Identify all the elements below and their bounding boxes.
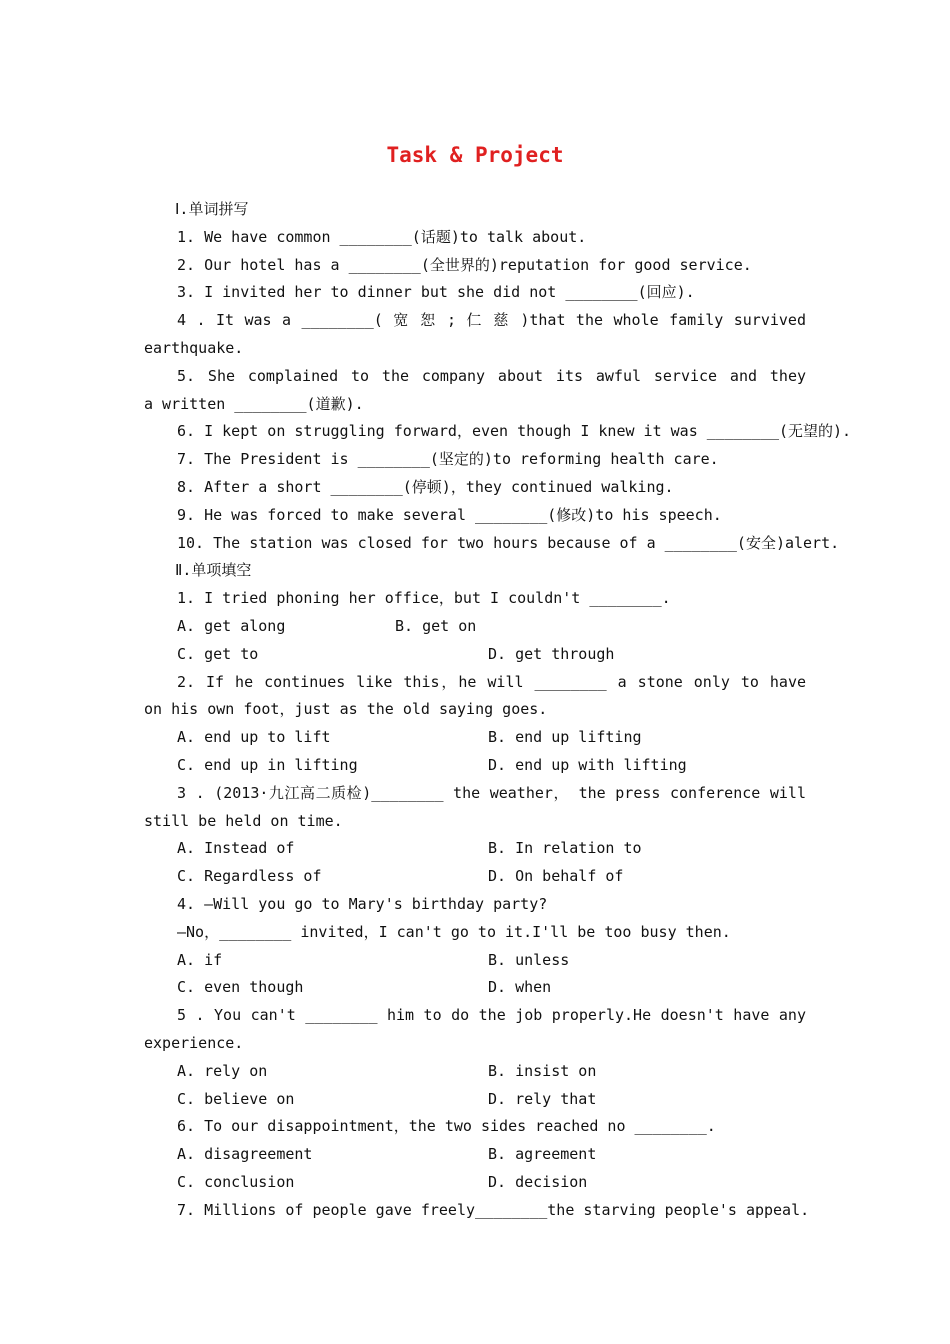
question-stem-continued: —No，________ invited，I can't go to it.I'll be too busy then. [177,922,731,941]
question-line: 2. Our hotel has a ________(全世界的)reputation for good service. [177,255,752,274]
question-line: 1. We have common ________(话题)to talk about. [177,227,587,246]
option-a: A. disagreement [177,1145,313,1164]
question-line-continued: a written ________(道歉). [144,394,364,413]
option-row [0,1141,950,1169]
option-c: C. end up in lifting [177,755,358,774]
option-a: A. end up to lift [177,728,331,747]
option-c: C. conclusion [177,1172,295,1191]
option-b: B. unless [488,950,570,969]
question-line: 4 . It was a ________( 宽 恕 ; 仁 慈 )that the whole family survived [177,311,806,330]
option-b: B. insist on [488,1061,597,1080]
question-stem: 5 . You can't ________ him to do the job properly.He doesn't have any [177,1006,806,1025]
option-row [0,641,950,669]
option-row [0,1086,950,1114]
option-a: A. if [177,950,223,969]
option-d: D. get through [488,644,615,663]
question-stem: 2. If he continues like this，he will ________ a stone only to have [177,672,806,691]
option-c: C. even though [177,978,304,997]
section-heading-multiple-choice: Ⅱ.单项填空 [175,561,252,580]
question-stem: 1. I tried phoning her office，but I couldn't ________. [177,589,671,608]
question-stem: 4. —Will you go to Mary's birthday party? [177,894,548,913]
option-a: A. Instead of [177,839,295,858]
option-c: C. get to [177,644,259,663]
option-row [0,724,950,752]
question-line: 9. He was forced to make several ________(修改)to his speech. [177,505,722,524]
option-d: D. rely that [488,1089,597,1108]
section-heading-spelling: Ⅰ.单词拼写 [175,200,249,218]
question-stem-continued: on his own foot，just as the old saying goes. [144,700,548,719]
option-row [0,613,950,641]
question-stem-continued: experience. [144,1033,244,1052]
option-b: B. end up lifting [488,728,642,747]
question-line: 3. I invited her to dinner but she did not ________(回应). [177,283,695,302]
question-stem-continued: still be held on time. [144,811,343,830]
exercise-content [0,196,950,1224]
option-row [0,752,950,780]
question-line: 10. The station was closed for two hours because of a ________(安全)alert. [177,533,840,552]
option-c: C. Regardless of [177,867,322,886]
option-row [0,974,950,1002]
option-d: D. On behalf of [488,867,624,886]
option-row [0,863,950,891]
option-row [0,1169,950,1197]
option-row [0,1058,950,1086]
question-line: 8. After a short ________(停顿)，they continued walking. [177,477,674,496]
page-title: Task & Project [386,143,564,167]
option-a: A. get along [177,616,286,635]
option-d: D. decision [488,1172,588,1191]
question-stem: 6. To our disappointment，the two sides reached no ________. [177,1117,716,1136]
option-b: B. In relation to [488,839,642,858]
question-stem: 3 . (2013·九江高二质检)________ the weather， the press conference will [177,783,806,802]
question-line: 7. The President is ________(坚定的)to reforming health care. [177,450,719,469]
question-line-continued: earthquake. [144,338,244,357]
option-row [0,835,950,863]
option-row [0,947,950,975]
option-c: C. believe on [177,1089,295,1108]
option-d: D. end up with lifting [488,755,687,774]
question-line: 6. I kept on struggling forward，even though I knew it was ________(无望的). [177,422,852,441]
question-stem: 7. Millions of people gave freely________the starving people's appeal. [177,1200,810,1219]
option-b: B. agreement [488,1145,597,1164]
option-b: B. get on [395,616,477,635]
question-line: 5. She complained to the company about its awful service and they [177,366,806,385]
option-a: A. rely on [177,1061,268,1080]
option-d: D. when [488,978,552,997]
